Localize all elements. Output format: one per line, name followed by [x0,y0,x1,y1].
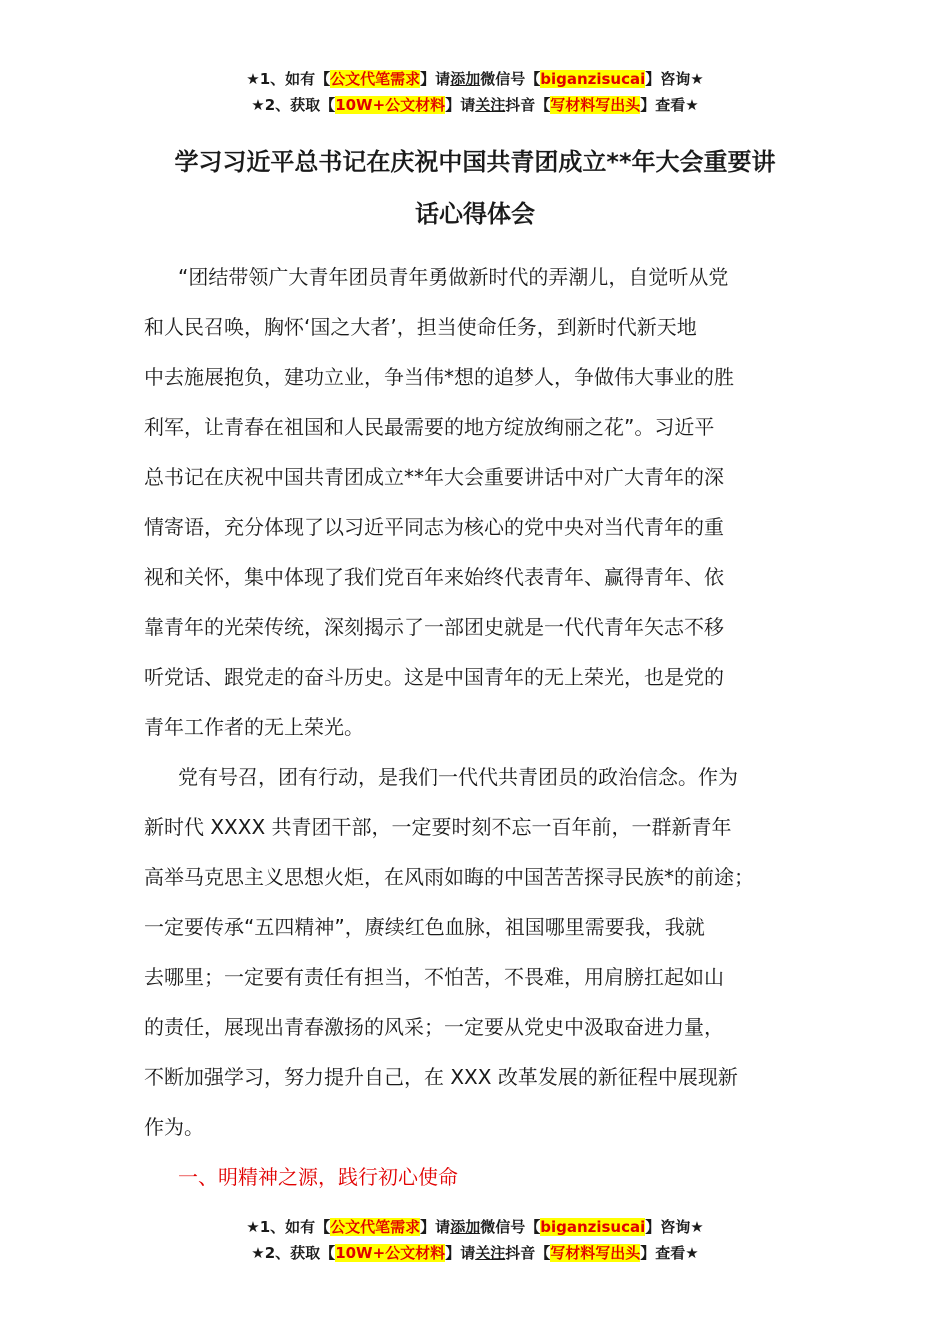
notice-line-2 [0,1240,950,1266]
text-line: 总书记在庆祝中国共青团成立**年大会重要讲话中对广大青年的深 [144,465,724,489]
document-title [140,136,810,240]
notice-line-2 [0,92,950,118]
underlined-text: 关注 [475,96,506,114]
underlined-text: 添加 [450,70,481,88]
text-line: 情寄语，充分体现了以习近平同志为核心的党中央对当代青年的重 [144,515,724,539]
text-line: 高举马克思主义思想火炬，在风雨如晦的中国苦苦探寻民族*的前途； [144,865,754,889]
title-line: 学习习近平总书记在庆祝中国共青团成立**年大会重要讲 [174,148,776,176]
highlight-materials: 10W+公文材料 [335,96,446,114]
notice-text: 】查看★ [640,1244,699,1262]
underlined-text: 关注 [475,1244,506,1262]
notice-text: ★1、如有【 [246,70,331,88]
title-line: 话心得体会 [415,200,535,228]
text-line: 视和关怀，集中体现了我们党百年来始终代表青年、赢得青年、依 [144,565,724,589]
notice-text: 】请 [445,96,476,114]
notice-line-1 [0,1214,950,1240]
paragraph-1 [144,252,834,752]
notice-text: 微信号【 [480,70,541,88]
notice-text: ★1、如有【 [246,1218,331,1236]
section-heading [144,1152,834,1202]
text-line: 和人民召唤，胸怀‘国之大者’，担当使命任务，到新时代新天地 [144,315,697,339]
notice-text: ★2、获取【 [251,96,336,114]
text-line: 青年工作者的无上荣光。 [144,715,364,739]
notice-text: ★2、获取【 [251,1244,336,1262]
section-heading-text: 一、明精神之源，践行初心使命 [178,1165,458,1189]
text-line: 去哪里；一定要有责任有担当，不怕苦，不畏难，用肩膀扛起如山 [144,965,724,989]
highlight-service: 公文代笔需求 [330,70,421,88]
notice-text: 】请 [445,1244,476,1262]
notice-banner-bottom [0,1214,950,1266]
paragraph-2 [144,752,834,1152]
notice-text: 】请 [420,1218,451,1236]
highlight-materials: 10W+公文材料 [335,1244,446,1262]
highlight-douyin-id: 写材料写出头 [550,96,641,114]
text-line: 靠青年的光荣传统，深刻揭示了一部团史就是一代代青年矢志不移 [144,615,724,639]
highlight-wechat-id: biganzisucai [540,1218,646,1236]
text-line: 利军，让青春在祖国和人民最需要的地方绽放绚丽之花”。习近平 [144,415,715,439]
text-line: 一定要传承“五四精神”，赓续红色血脉，祖国哪里需要我，我就 [144,915,705,939]
highlight-service: 公文代笔需求 [330,1218,421,1236]
notice-banner-top [0,66,950,118]
text-line: 不断加强学习，努力提升自己，在 XXX 改革发展的新征程中展现新 [144,1065,738,1089]
notice-text: 】咨询★ [645,70,704,88]
text-line: 党有号召，团有行动，是我们一代代共青团员的政治信念。作为 [178,765,738,789]
text-line: 的责任，展现出青春激扬的风采；一定要从党史中汲取奋进力量， [144,1015,724,1039]
notice-text: 抖音【 [505,96,551,114]
notice-text: 微信号【 [480,1218,541,1236]
notice-text: 】咨询★ [645,1218,704,1236]
underlined-text: 添加 [450,1218,481,1236]
notice-text: 】查看★ [640,96,699,114]
notice-text: 】请 [420,70,451,88]
text-line: 中去施展抱负，建功立业，争当伟*想的追梦人，争做伟大事业的胜 [144,365,734,389]
document-body [144,252,834,1202]
text-line: 听党话、跟党走的奋斗历史。这是中国青年的无上荣光，也是党的 [144,665,724,689]
highlight-wechat-id: biganzisucai [540,70,646,88]
text-line: 新时代 XXXX 共青团干部，一定要时刻不忘一百年前，一群新青年 [144,815,732,839]
notice-text: 抖音【 [505,1244,551,1262]
notice-line-1 [0,66,950,92]
text-line: 作为。 [144,1115,204,1139]
highlight-douyin-id: 写材料写出头 [550,1244,641,1262]
text-line: “团结带领广大青年团员青年勇做新时代的弄潮儿，自觉听从党 [178,265,729,289]
